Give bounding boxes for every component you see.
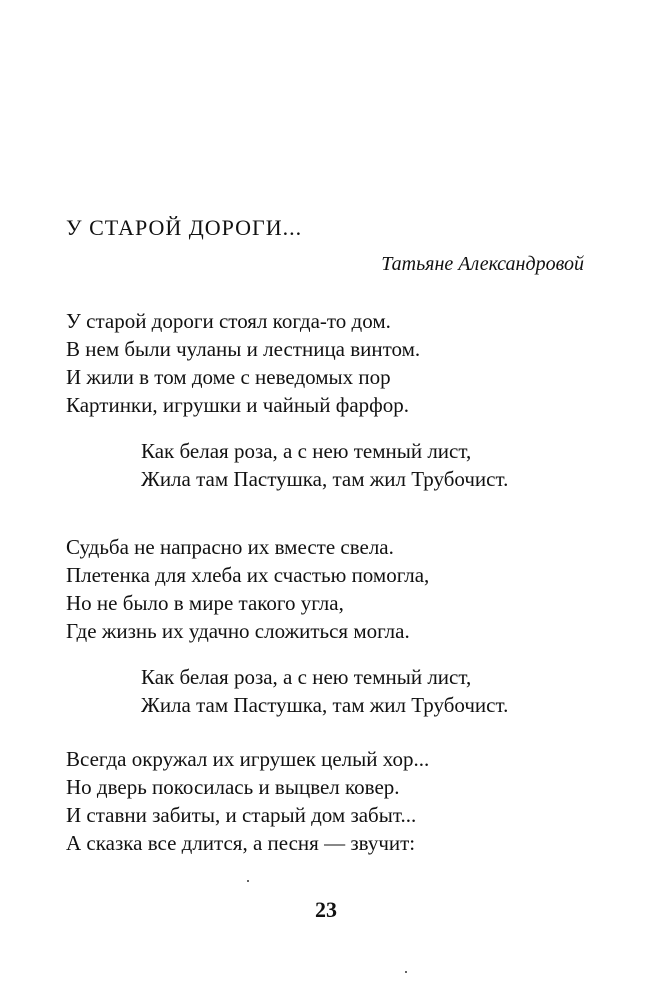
stanza-4-refrain	[141, 663, 508, 719]
poem-line: Картинки, игрушки и чайный фарфор.	[66, 393, 410, 417]
poem-line: Но не было в мире такого угла,	[66, 591, 344, 615]
poem-line: В нем были чуланы и лестница винтом.	[66, 337, 421, 361]
poem-line: У старой дороги стоял когда-то дом.	[66, 309, 391, 333]
poem-line: Плетенка для хлеба их счастью помогла,	[66, 563, 430, 587]
poem-line: Жила там Пастушка, там жил Трубочист.	[141, 467, 509, 491]
poem-line: Всегда окружал их игрушек целый хор...	[66, 747, 430, 771]
scan-speck	[405, 971, 407, 973]
stanza-3	[66, 533, 429, 645]
poem-line: И ставни забиты, и старый дом забыт...	[66, 803, 417, 827]
poem-line: А сказка все длится, а песня — звучит:	[66, 831, 416, 855]
poem-line: Как белая роза, а с нею темный лист,	[141, 439, 472, 463]
poem-line: Судьба не напрасно их вместе свела.	[66, 535, 394, 559]
stanza-5	[66, 745, 429, 857]
stanza-2-refrain	[141, 437, 508, 493]
poem-dedication: Татьяне Александровой	[381, 253, 584, 275]
poem-line: Жила там Пастушка, там жил Трубочист.	[141, 693, 509, 717]
poem-line: Как белая роза, а с нею темный лист,	[141, 665, 472, 689]
scan-speck	[247, 880, 249, 882]
poem-line: И жили в том доме с неведомых пор	[66, 365, 391, 389]
poem-title: У СТАРОЙ ДОРОГИ...	[66, 215, 303, 240]
page-number: 23	[315, 897, 337, 922]
poem-line: Но дверь покосилась и выцвел ковер.	[66, 775, 400, 799]
stanza-1	[66, 307, 420, 419]
poem-line: Где жизнь их удачно сложиться могла.	[66, 619, 410, 643]
